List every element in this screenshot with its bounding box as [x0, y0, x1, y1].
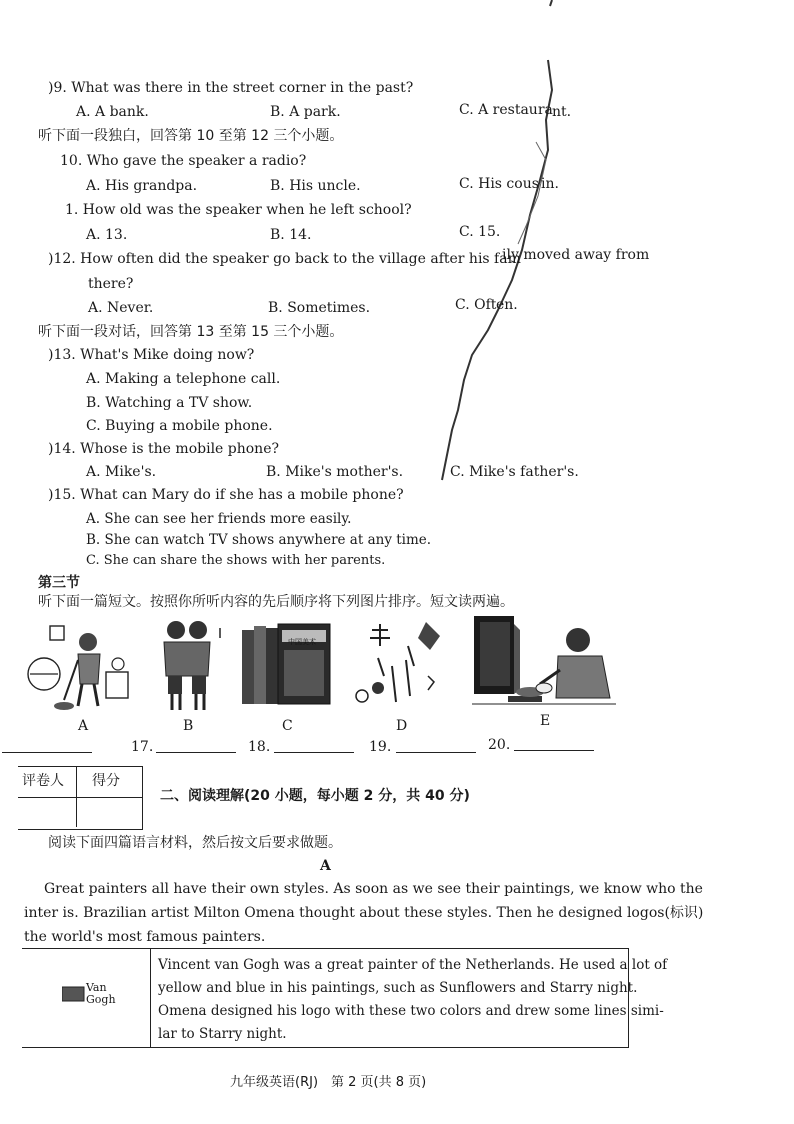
dialogue-instruction: 听下面一段对话，回答第 13 至第 15 三个小题。 [38, 324, 344, 340]
score-table-score: 得分 [92, 773, 120, 789]
question-15-option-a: A. She can see her friends more easily. [86, 511, 352, 527]
question-12-option-a: A. Never. [88, 300, 154, 316]
answer-blank-18[interactable] [274, 738, 354, 753]
part-2-heading: 二、阅读理解(20 小题，每小题 2 分，共 40 分) [160, 788, 470, 804]
van-gogh-logo-icon [62, 985, 86, 1003]
picture-label-c: C [282, 718, 293, 734]
question-13-option-c: C. Buying a mobile phone. [86, 418, 273, 434]
picture-label-e: E [540, 713, 551, 729]
question-12-option-c-end: en. [496, 297, 518, 313]
question-9-stem: )9. What was there in the street corner in the past? [48, 80, 414, 96]
picture-b-two-friends [150, 614, 230, 714]
question-15-stem: )15. What can Mary do if she has a mobile phone? [48, 487, 404, 503]
blank-17-label: 17. [131, 739, 154, 755]
question-10-option-c-end: in. [541, 176, 559, 192]
question-10-stem: 10. Who gave the speaker a radio? [60, 153, 307, 169]
question-11-option-a: A. 13. [86, 227, 128, 243]
question-12-stem-end: ily moved away from [502, 247, 650, 263]
section-3-instruction: 听下面一篇短文。按照你所听内容的先后顺序将下列图片排序。短文读两遍。 [38, 594, 514, 610]
picture-c-books [240, 620, 334, 708]
question-11-option-c: C. 15. [459, 224, 501, 240]
answer-blank-16[interactable] [2, 738, 92, 753]
question-12-option-c: C. Oft [455, 297, 497, 313]
logo-label-van: Van [86, 981, 107, 994]
part-2-instruction: 阅读下面四篇语言材料，然后按文后要求做题。 [48, 835, 342, 851]
table-text-line-4: lar to Starry night. [158, 1026, 287, 1042]
score-input[interactable] [78, 800, 140, 814]
question-13-stem: )13. What's Mike doing now? [48, 347, 255, 363]
question-9-option-c-end: nt. [552, 104, 572, 120]
passage-line-1: Great painters all have their own styles. As soon as we see their paintings, we know who the [44, 881, 703, 897]
passage-line-2: inter is. Brazilian artist Milton Omena thought about these styles. Then he designed logos(标识) [24, 905, 704, 921]
blank-18-label: 18. [248, 739, 271, 755]
passage-label: A [320, 858, 331, 874]
question-12-stem-continued: there? [88, 276, 134, 292]
picture-label-b: B [183, 718, 194, 734]
page-footer: 九年级英语(RJ) 第 2 页(共 8 页) [230, 1075, 427, 1090]
section-3-title: 第三节 [38, 575, 80, 591]
answer-blank-19[interactable] [396, 738, 476, 753]
answer-blank-17[interactable] [156, 738, 236, 753]
logo-label-gogh: Gogh [86, 993, 116, 1006]
question-14-option-b: B. Mike's mother's. [266, 464, 404, 480]
question-9-option-a: A. A bank. [76, 104, 149, 120]
picture-label-d: D [396, 718, 408, 734]
question-12-stem: )12. How often did the speaker go back to the village after his fam [48, 251, 521, 267]
table-text-line-1: Vincent van Gogh was a great painter of the Netherlands. He used a lot of [158, 957, 668, 973]
question-9-option-c: C. A restaura [459, 102, 553, 118]
picture-d-chinese-painting [348, 616, 448, 708]
picture-e-computer-user [470, 612, 618, 710]
monologue-instruction: 听下面一段独白，回答第 10 至第 12 三个小题。 [38, 128, 344, 144]
picture-c-book-title: 中国美术 [288, 638, 316, 646]
question-13-option-b: B. Watching a TV show. [86, 395, 253, 411]
blank-19-label: 19. [369, 739, 392, 755]
question-14-stem: )14. Whose is the mobile phone? [48, 441, 279, 457]
blank-20-label: 20. [488, 737, 511, 753]
question-14-option-a: A. Mike's. [86, 464, 157, 480]
picture-a-sweeping [26, 614, 136, 714]
table-text-line-3: Omena designed his logo with these two colors and drew some lines simi- [158, 1003, 664, 1019]
passage-line-3: the world's most famous painters. [24, 929, 266, 945]
question-14-option-c: C. Mike's father's. [450, 464, 579, 480]
score-table-reviewer: 评卷人 [22, 773, 64, 789]
question-11-stem: 1. How old was the speaker when he left school? [65, 202, 412, 218]
question-10-option-b: B. His uncle. [270, 178, 361, 194]
question-15-option-b: B. She can watch TV shows anywhere at any time. [86, 532, 432, 548]
question-11-option-b: B. 14. [270, 227, 312, 243]
question-10-option-c: C. His cous [459, 176, 539, 192]
question-12-option-b: B. Sometimes. [268, 300, 371, 316]
picture-label-a: A [78, 718, 89, 734]
answer-blank-20[interactable] [514, 736, 594, 751]
question-10-option-a: A. His grandpa. [86, 178, 198, 194]
table-text-line-2: yellow and blue in his paintings, such as Sunflowers and Starry night. [158, 980, 638, 996]
question-15-option-c: C. She can share the shows with her parents. [86, 553, 386, 568]
question-9-option-b: B. A park. [270, 104, 341, 120]
question-13-option-a: A. Making a telephone call. [86, 371, 281, 387]
